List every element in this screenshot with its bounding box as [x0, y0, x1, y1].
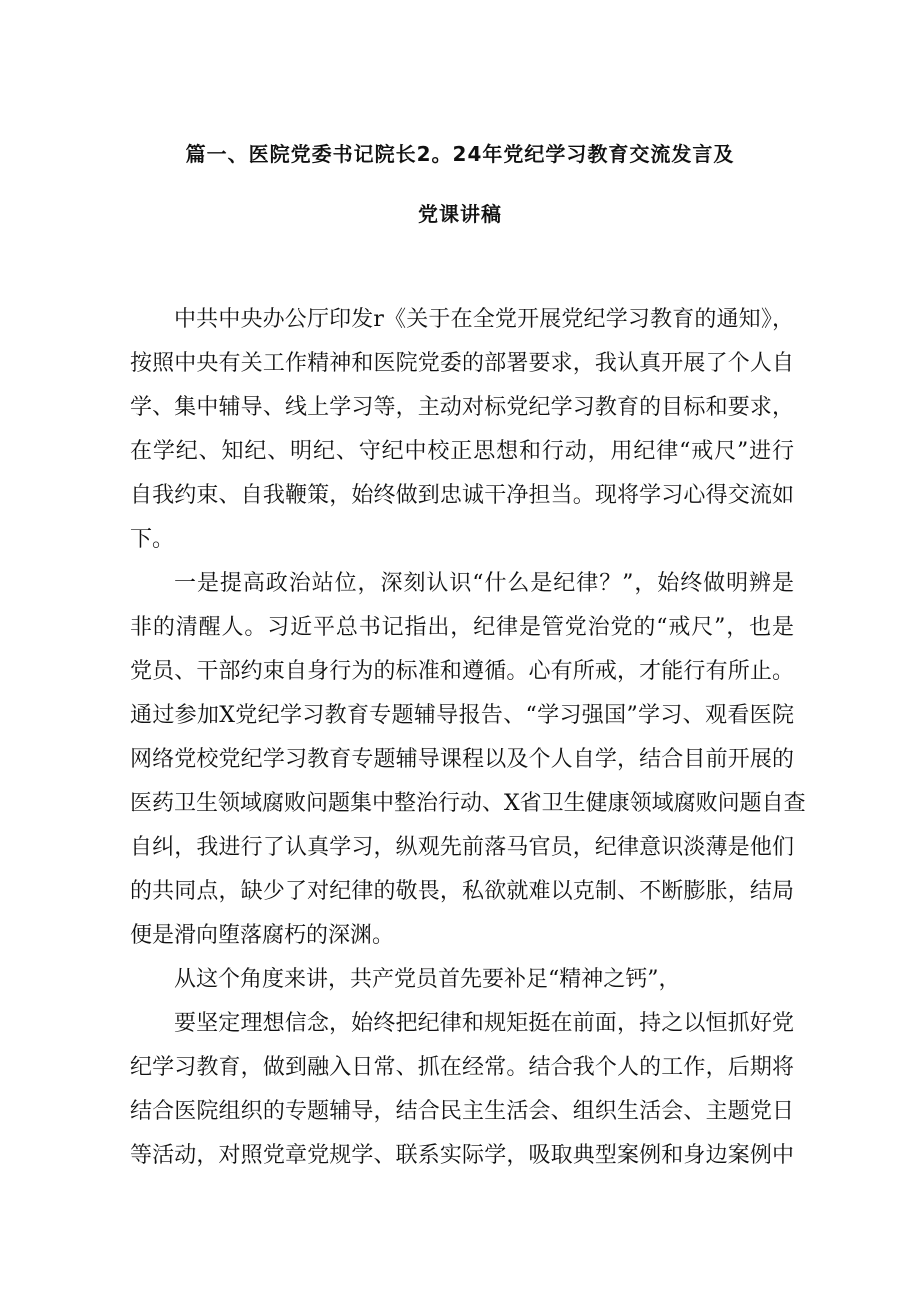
paragraph-3 — [130, 958, 794, 1002]
text-line: 非的清醒人。习近平总书记指出，纪律是管党治党的“戒尺”，也是 — [130, 615, 794, 640]
text-line: 便是滑向堕落腐朽的深渊。 — [130, 923, 395, 948]
text-line: 在学纪、知纪、明纪、守纪中校正思想和行动，用纪律“戒尺”进行 — [130, 439, 794, 464]
document-body — [130, 298, 806, 1178]
paragraph-2 — [130, 562, 806, 958]
text-line: 纪学习教育，做到融入日常、抓在经常。结合我个人的工作，后期将 — [130, 1055, 794, 1080]
paragraph-1 — [130, 298, 794, 562]
text-line: 结合医院组织的专题辅导，结合民主生活会、组织生活会、主题党日 — [130, 1099, 794, 1124]
text-line: 自纠，我进行了认真学习，纵观先前落马官员，纪律意识淡薄是他们 — [130, 835, 794, 860]
text-line: 的共同点，缺少了对纪律的敬畏，私欲就难以克制、不断膨胀，结局 — [130, 879, 794, 904]
text-line: 通过参加X党纪学习教育专题辅导报告、“学习强国”学习、观看医院 — [130, 703, 794, 728]
document-title-line-1: 篇一、医院党委书记院长2。24年党纪学习教育交流发言及 — [185, 142, 735, 166]
text-line: 从这个角度来讲，共产党员首先要补足“精神之钙”， — [174, 967, 681, 992]
text-line: 按照中央有关工作精神和医院党委的部署要求，我认真开展了个人自 — [130, 351, 794, 376]
text-line: 一是提高政治站位，深刻认识“什么是纪律？”，始终做明辨是 — [174, 571, 794, 596]
document-title-line-2: 党课讲稿 — [418, 202, 502, 226]
text-line: 网络党校党纪学习教育专题辅导课程以及个人自学，结合目前开展的 — [130, 747, 794, 772]
text-line: 党员、干部约束自身行为的标准和遵循。心有所戒，才能行有所止。 — [130, 659, 794, 684]
text-line: 自我约束、自我鞭策，始终做到忠诚干净担当。现将学习心得交流如 — [130, 483, 794, 508]
text-line: 学、集中辅导、线上学习等，主动对标党纪学习教育的目标和要求， — [130, 395, 794, 420]
text-line: 要坚定理想信念，始终把纪律和规矩挺在前面，持之以恒抓好党 — [174, 1011, 794, 1036]
text-line: 下。 — [130, 527, 175, 552]
paragraph-4 — [130, 1002, 794, 1178]
text-line: 医药卫生领域腐败问题集中整治行动、X省卫生健康领域腐败问题自查 — [130, 791, 806, 816]
text-line: 中共中央办公厅印发r《关于在全党开展党纪学习教育的通知》， — [174, 307, 794, 332]
text-line: 等活动，对照党章党规学、联系实际学，吸取典型案例和身边案例中 — [130, 1143, 794, 1168]
